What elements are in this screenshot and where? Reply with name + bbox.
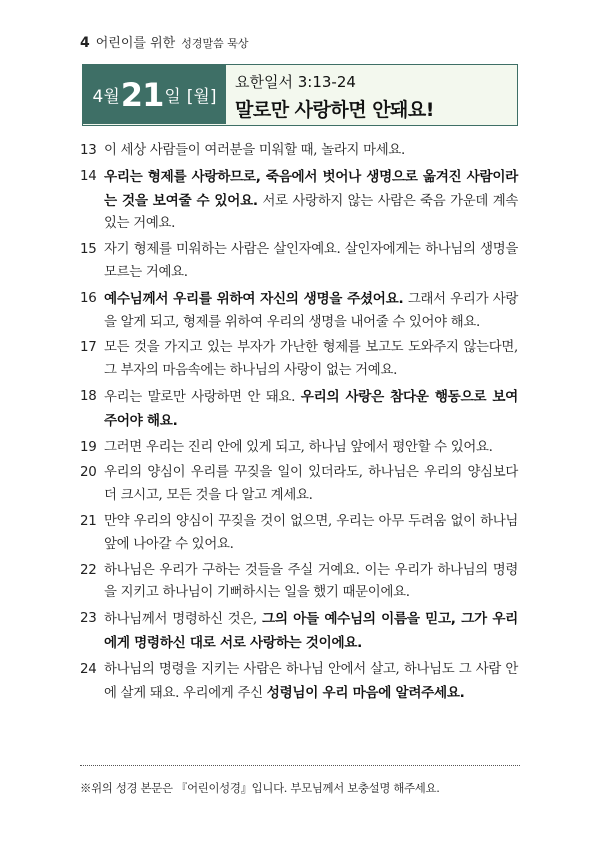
verse-item [80,288,518,335]
verse-number: 20 [80,465,97,481]
verse-text [104,511,518,557]
verse-item [80,337,518,383]
verse-text-part: 이 세상 사람들이 여러분을 미워할 때, 놀라지 마세요. [104,143,405,158]
verse-item [80,462,518,508]
verse-text [104,462,518,508]
verse-item [80,608,518,656]
verse-text-part: 우리의 양심이 우리를 꾸짖을 일이 있더라도, 하나님은 우리의 양심보다 더 크시고, 모든 것을 다 알고 계세요. [104,465,518,504]
verse-item [80,166,518,236]
verse-number: 23 [80,611,97,627]
page-number: 4 [80,35,90,51]
verse-text-part: 만약 우리의 양심이 꾸짖을 것이 없으면, 우리는 아무 두려움 없이 하나님 앞에 나아갈 수 있어요. [104,513,518,552]
verse-text [104,659,518,706]
verse-item [80,659,518,706]
date-block [83,65,226,124]
verse-number: 18 [80,388,97,404]
verse-text-part: 그러면 우리는 진리 안에 있게 되고, 하나님 앞에서 평안할 수 있어요. [104,439,493,455]
verse-item [80,239,518,285]
verse-text-part: 서로 사랑하지 않는 사람은 죽음 가운데 계속 있는 거예요. [104,193,518,232]
verse-text-emphasis: 우리의 사랑은 참다운 행동으로 보여 주어야 해요. [104,388,519,429]
date-month: 4월 [92,87,120,107]
verse-text-emphasis: 성령님이 우리 마음에 알려주세요. [266,684,465,701]
verse-number: 13 [80,143,97,158]
verse-number: 22 [80,562,97,578]
title-box [82,64,518,126]
date-weekday: [월] [186,87,217,107]
verse-item [80,140,518,163]
verse-text-part: 하나님은 우리가 구하는 것들을 주실 거예요. 이는 우리가 하나님의 명령을 지키고 하나님이 기뻐하시는 일을 했기 때문이에요. [104,562,518,601]
verse-list [80,140,518,708]
verse-text-part: 모든 것을 가지고 있는 부자가 가난한 형제를 보고도 도와주지 않는다면, 그 부자의 마음속에는 하나님의 사랑이 없는 거예요. [104,340,518,379]
verse-number: 14 [80,168,97,184]
verse-text-emphasis: 우리는 형제를 사랑하므로, 죽음에서 벗어나 생명으로 옮겨진 사람이라는 것을 보여줄 수 있어요. [104,168,518,209]
verse-text-part: 하나님의 명령을 지키는 사람은 하나님 안에서 살고, 하나님도 그 사람 안에 살게 돼요. 우리에게 주신 [104,661,518,701]
verse-text [104,437,518,460]
scripture-reference: 요한일서 3:13-24 [235,73,356,91]
date-day: 21 [120,75,164,114]
devotion-headline: 말로만 사랑하면 안돼요! [235,99,434,121]
verse-text-part: 우리는 말로만 사랑하면 안 돼요. [104,389,301,405]
verse-text-part: 그래서 우리가 사랑을 알게 되고, 형제를 위하여 우리의 생명을 내어줄 수 있어야 해요. [104,291,519,330]
verse-text [104,560,518,606]
book-subtitle: 성경말씀 묵상 [181,37,249,50]
page-header [80,32,520,51]
verse-text [104,608,518,656]
verse-number: 17 [80,340,97,356]
verse-item [80,511,518,557]
verse-number: 21 [80,513,97,529]
book-title: 어린이를 위한 [95,36,176,51]
date-day-suffix: 일 [164,87,181,107]
verse-item [80,437,518,460]
verse-text-part: 자기 형제를 미워하는 사람은 살인자예요. 살인자에게는 하나님의 생명을 모르는 거예요. [104,242,518,280]
verse-item [80,386,518,434]
verse-text [104,386,518,434]
verse-number: 24 [80,661,97,677]
verse-number: 15 [80,242,97,258]
verse-text [104,337,518,383]
verse-text [104,166,518,236]
verse-number: 19 [80,439,97,455]
footnote: ※위의 성경 본문은 『어린이성경』입니다. 부모님께서 보충설명 해주세요. [80,781,440,795]
verse-text [104,239,518,285]
footnote-divider [80,765,520,766]
verse-text-emphasis: 예수님께서 우리를 위하여 자신의 생명을 주셨어요. [104,290,404,307]
verse-text [104,288,518,335]
verse-item [80,560,518,606]
verse-number: 16 [80,290,97,306]
verse-text [104,140,518,163]
verse-text-emphasis: 그의 아들 예수님의 이름을 믿고, 그가 우리에게 명령하신 대로 서로 사랑하는 것이에요. [104,611,518,651]
verse-text-part: 하나님께서 명령하신 것은, [104,612,263,628]
